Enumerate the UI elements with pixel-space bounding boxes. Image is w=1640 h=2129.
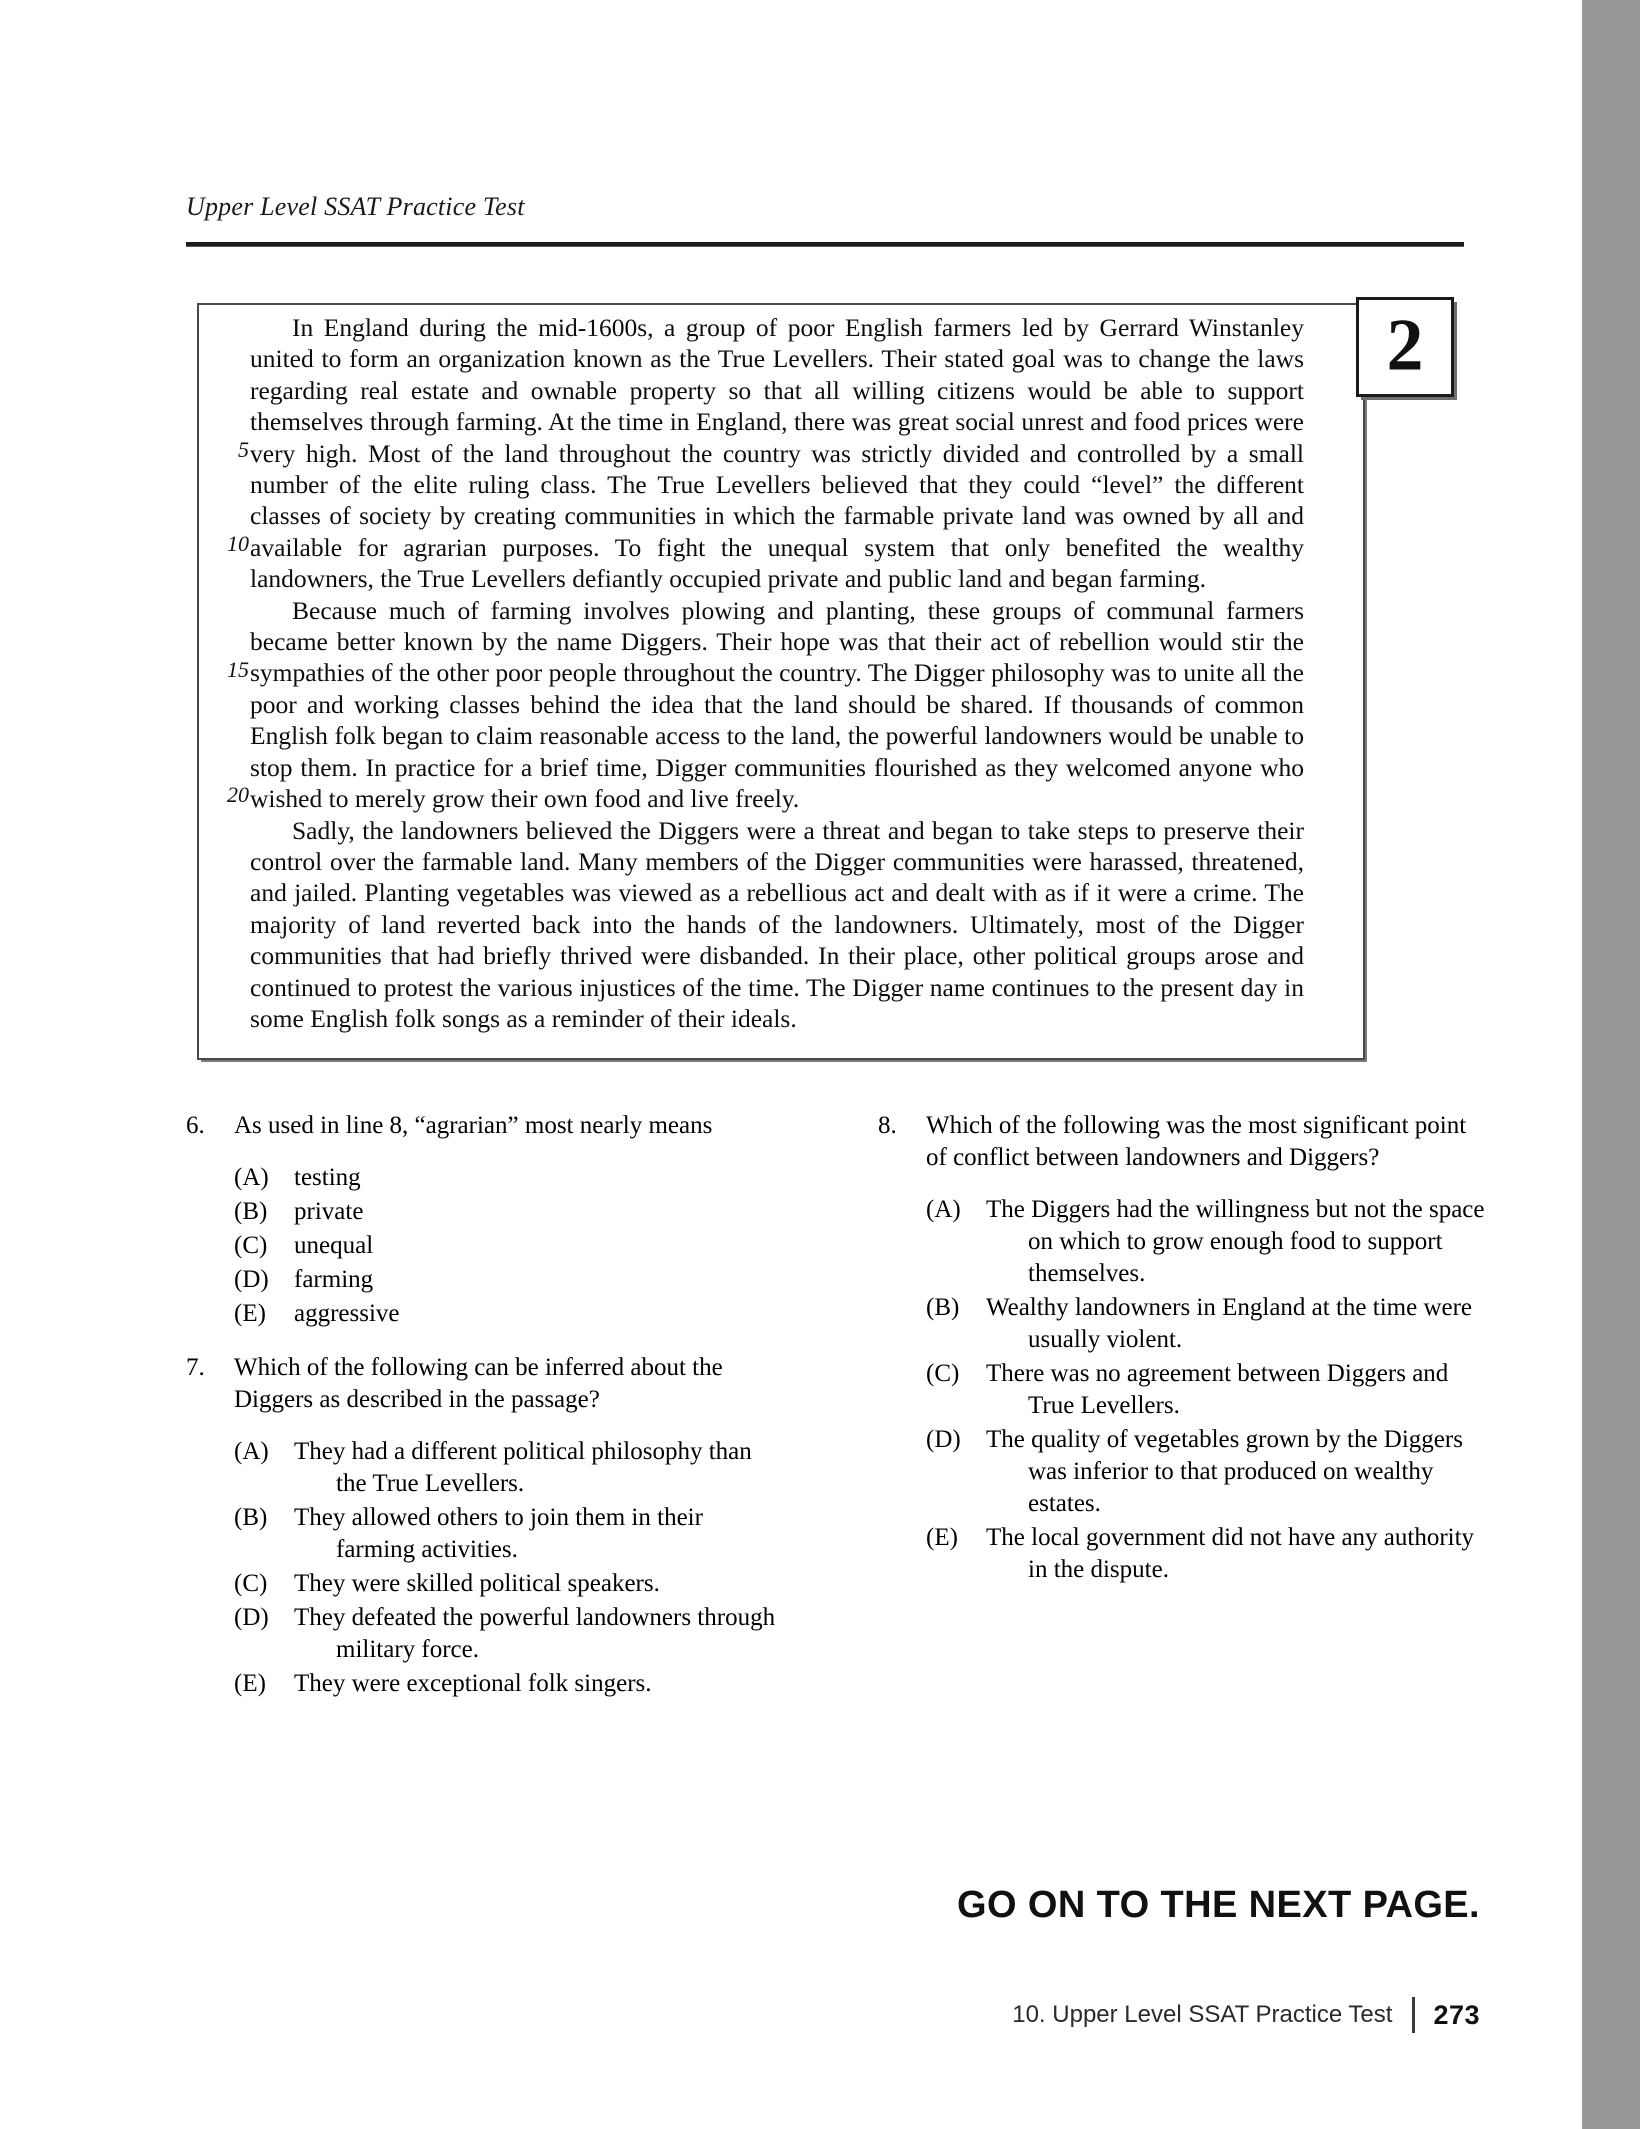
answer-choice-firstline-offset: There was no agreement between Diggers and True Levellers. [986, 1360, 1449, 1419]
answer-choice-text [294, 1602, 786, 1666]
header-rule [186, 242, 1464, 247]
answer-choice-firstline-offset: farming [294, 1266, 374, 1293]
footer-separator-rule [1412, 1997, 1415, 2033]
footer-chapter-label: 10. Upper Level SSAT Practice Test [1012, 2001, 1393, 2028]
question-stem: Which of the following can be inferred about the Diggers as described in the passage? [234, 1354, 723, 1413]
answer-choice-firstline-offset: Wealthy landowners in England at the time were usually violent. [986, 1294, 1473, 1353]
passage-line-number: 5 [238, 437, 249, 462]
answer-choice-text [294, 1436, 786, 1500]
passage-line-number: 10 [227, 531, 249, 556]
answer-choice-label: (E) [234, 1300, 266, 1327]
answer-choices [234, 1162, 786, 1330]
answer-choice-firstline-offset: They were skilled political speakers. [294, 1570, 660, 1597]
answer-choice-label: (B) [234, 1504, 268, 1531]
answer-choice-text [294, 1230, 786, 1262]
section-number-value: 2 [1386, 304, 1424, 387]
answer-choice-label: (B) [926, 1294, 960, 1321]
answer-choice-firstline-offset: aggressive [294, 1300, 400, 1327]
question-number: 7. [186, 1354, 205, 1381]
answer-choice[interactable] [234, 1196, 786, 1228]
answer-choice-firstline-offset: unequal [294, 1232, 374, 1259]
question-number: 6. [186, 1112, 205, 1139]
answer-choice-text [294, 1264, 786, 1296]
answer-choice[interactable] [926, 1358, 1488, 1422]
footer [1012, 1997, 1480, 2033]
answer-choice-label: (A) [234, 1438, 269, 1465]
page-number: 273 [1433, 1999, 1480, 2030]
answer-choice-label: (C) [234, 1232, 268, 1259]
answer-choice-text [294, 1196, 786, 1228]
running-head: Upper Level SSAT Practice Test [186, 192, 525, 221]
answer-choice[interactable] [234, 1264, 786, 1296]
answer-choice[interactable] [926, 1424, 1488, 1520]
answer-choice[interactable] [234, 1230, 786, 1262]
answer-choice-firstline-offset: The local government did not have any authority in the dispute. [986, 1524, 1475, 1583]
right-gray-band [1582, 0, 1640, 2129]
questions-column-right [878, 1110, 1488, 1608]
answer-choice-firstline-offset: The quality of vegetables grown by the Diggers was inferior to that produced on wealthy estates. [986, 1426, 1463, 1517]
passage-line-number: 20 [227, 782, 249, 807]
answer-choice-text [986, 1522, 1488, 1586]
answer-choice-label: (C) [926, 1360, 960, 1387]
answer-choice-label: (C) [234, 1570, 268, 1597]
go-on-notice: GO ON TO THE NEXT PAGE. [957, 1884, 1480, 1926]
question-number: 8. [878, 1112, 897, 1139]
answer-choice-text [294, 1502, 786, 1566]
questions-column-left [186, 1110, 786, 1722]
answer-choice-text [986, 1358, 1488, 1422]
answer-choice-text [294, 1162, 786, 1194]
question [186, 1110, 786, 1330]
answer-choice[interactable] [234, 1162, 786, 1194]
answer-choices [234, 1436, 786, 1700]
answer-choice[interactable] [926, 1522, 1488, 1586]
answer-choice-text [294, 1298, 786, 1330]
passage-paragraph: Sadly, the landowners believed the Diggers were a threat and began to take steps to preserve their control over the farmable land. Many members of the Digger communities were harassed, threatened, and jailed. Planting vegetables was viewed as a rebellious act and dealt with as if it were a crime. The majority of land reverted back into the hands of the landowners. Ultimately, most of the Digger communities that had briefly thrived were disbanded. In their place, other political groups arose and continued to protest the various injustices of the time. The Digger name continues to the present day in some English folk songs as a reminder of their ideals. [250, 815, 1304, 1033]
answer-choice-firstline-offset: They were exceptional folk singers. [294, 1670, 652, 1697]
question [878, 1110, 1488, 1586]
question [186, 1352, 786, 1700]
passage-paragraph: Because much of farming involves plowing and planting, these groups of communal farmers became better known by the name Diggers. Their hope was that their act of rebellion would stir the sympathies of the other poor people throughout the country. The Digger philosophy was to unite all the poor and working classes behind the idea that the land should be shared. If thousands of common English folk began to claim reasonable access to the land, the powerful landowners would be unable to stop them. In practice for a brief time, Digger communities flourished as they welcomed anyone who wished to merely grow their own food and live freely. [250, 595, 1304, 814]
answer-choice-firstline-offset: They allowed others to join them in their farming activities. [294, 1504, 703, 1563]
answer-choice-text [986, 1194, 1488, 1290]
answer-choice-label: (E) [926, 1524, 958, 1551]
answer-choice-label: (A) [234, 1164, 269, 1191]
answer-choice-text [986, 1424, 1488, 1520]
answer-choice-label: (D) [926, 1426, 961, 1453]
answer-choice[interactable] [926, 1292, 1488, 1356]
answer-choice-firstline-offset: They had a different political philosophy than the True Levellers. [294, 1438, 752, 1497]
answer-choice[interactable] [234, 1298, 786, 1330]
answer-choice-firstline-offset: private [294, 1198, 364, 1225]
answer-choice[interactable] [234, 1602, 786, 1666]
answer-choice[interactable] [234, 1436, 786, 1500]
answer-choice-label: (B) [234, 1198, 268, 1225]
answer-choice[interactable] [234, 1568, 786, 1600]
answer-choice[interactable] [234, 1668, 786, 1700]
answer-choice-label: (D) [234, 1266, 269, 1293]
question-stem: Which of the following was the most significant point of conflict between landowners and Diggers? [926, 1112, 1467, 1171]
answer-choice-firstline-offset: They defeated the powerful landowners through military force. [294, 1604, 776, 1663]
answer-choice-text [294, 1568, 786, 1600]
answer-choice[interactable] [234, 1502, 786, 1566]
answer-choice-firstline-offset: The Diggers had the willingness but not the space on which to grow enough food to support themselves. [986, 1196, 1485, 1287]
passage-line-number: 15 [227, 657, 249, 682]
answer-choice-text [294, 1668, 786, 1700]
passage-text [250, 312, 1304, 1034]
answer-choice[interactable] [926, 1194, 1488, 1290]
answer-choice-label: (D) [234, 1604, 269, 1631]
question-stem: As used in line 8, “agrarian” most nearly means [234, 1112, 713, 1139]
answer-choice-firstline-offset: testing [294, 1164, 361, 1191]
answer-choice-text [986, 1292, 1488, 1356]
section-number-badge [1356, 297, 1454, 397]
answer-choice-label: (E) [234, 1670, 266, 1697]
answer-choices [926, 1194, 1488, 1586]
passage-paragraph: In England during the mid-1600s, a group of poor English farmers led by Gerrard Winstanley united to form an organization known as the True Levellers. Their stated goal was to change the laws regarding real estate and ownable property so that all willing citizens would be able to support themselves through farming. At the time in England, there was great social unrest and food prices were very high. Most of the land throughout the country was strictly divided and controlled by a small number of the elite ruling class. The True Levellers believed that they could “level” the different classes of society by creating communities in which the farmable private land was owned by all and available for agrarian purposes. To fight the unequal system that only benefited the wealthy landowners, the True Levellers defiantly occupied private and public land and began farming. [250, 313, 1304, 594]
answer-choice-label: (A) [926, 1196, 961, 1223]
